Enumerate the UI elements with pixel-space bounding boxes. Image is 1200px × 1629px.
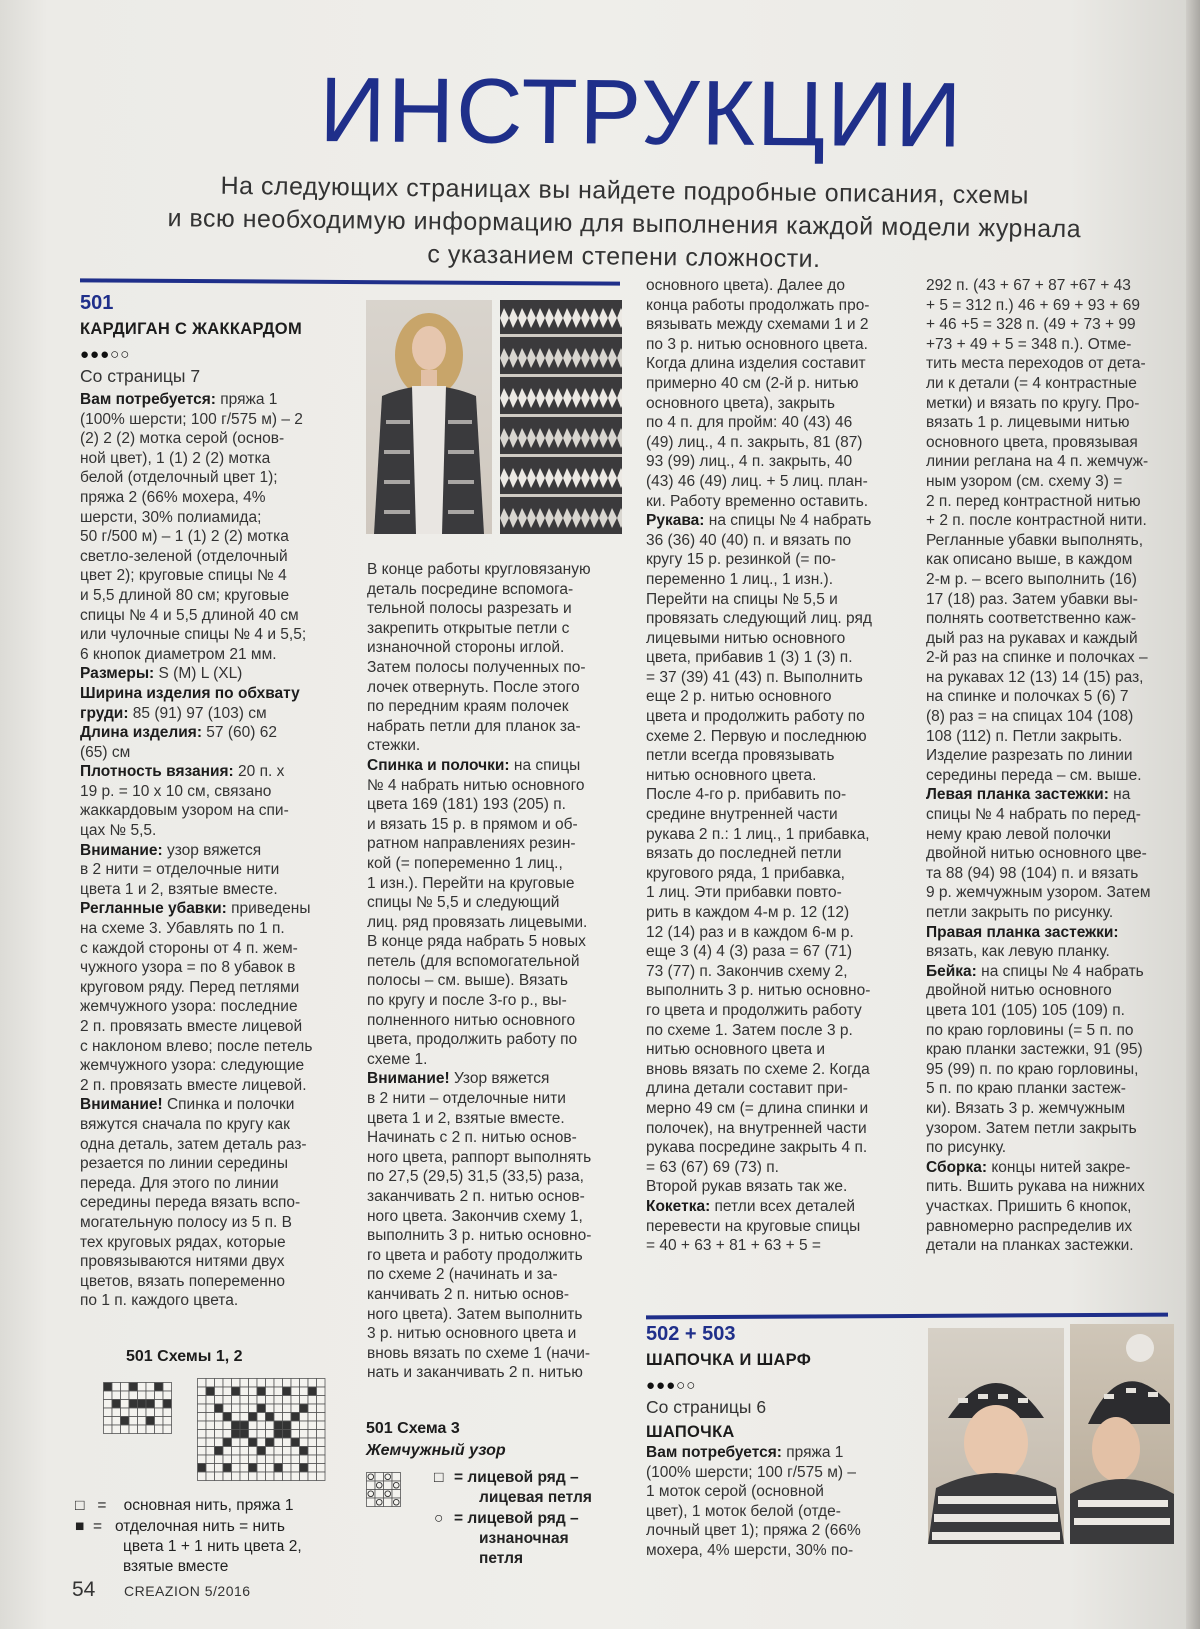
text-line: тех круговых рядах, которые	[80, 1233, 286, 1251]
text-line: 2 п. провязать вместе лицевой	[80, 1018, 303, 1035]
jacquard-closeup-photo	[500, 300, 622, 534]
text-line: основного цвета). Далее до	[646, 277, 845, 294]
legend-text: петля	[479, 1550, 524, 1567]
text-line: 95 (99) п. по краю горловины,	[926, 1060, 1139, 1078]
text-line: Внимание! Узор вяжется	[367, 1070, 550, 1088]
magazine-issue: CREAZION 5/2016	[124, 1583, 251, 1599]
text-line: цах № 5,5.	[80, 822, 157, 840]
difficulty-rating: ●●●○○	[80, 346, 131, 363]
text-line: двойной нитью основного цве-	[926, 845, 1147, 863]
text-line: ки. Работу временно оставить.	[646, 492, 869, 510]
legend-contrast-yarn: ■ = отделочная нить = нить цвета 1 + 1 нить цвета 2, взятые вместе	[75, 1518, 302, 1575]
text-line: ным узором (см. схему 3) =	[926, 472, 1123, 490]
text-line: основного цвета, провязывая	[926, 433, 1138, 451]
text-line: ратном направлениях резин-	[367, 835, 576, 853]
text-line: Спинка и полочки: на спицы	[367, 756, 581, 774]
text-line: После 4-го р. прибавить по-	[646, 786, 847, 804]
hat-model-photo-side	[1070, 1324, 1174, 1544]
text-line: Бейка: на спицы № 4 набрать	[926, 962, 1144, 980]
text-line: нитью основного цвета и	[646, 1041, 826, 1059]
text-line: вновь вязать по схеме 2. Когда	[646, 1060, 870, 1078]
text-line: полнять соответственно каж-	[926, 610, 1137, 628]
text-line: Затем полосы полученных по-	[367, 658, 586, 676]
text-line: цвет 2); круговые спицы № 4	[80, 567, 287, 585]
schema2-grid	[197, 1378, 332, 1482]
text-line: середины переда – см. выше.	[926, 766, 1142, 784]
text-line: ли к детали (= 4 контрастные	[926, 374, 1137, 392]
text-line: провязываются нитями двух	[80, 1253, 285, 1271]
text-line: в 2 нити – отделочные нити	[367, 1090, 566, 1108]
text-line: лицевыми нитью основного	[646, 629, 846, 647]
text-line: 73 (77) п. Закончив схему 2,	[646, 962, 848, 980]
text-line: нитью основного цвета.	[646, 766, 817, 784]
column-2	[367, 560, 629, 1383]
text-line: 1 моток серой (основной	[646, 1483, 824, 1501]
schema12-title: 501 Схемы 1, 2	[126, 1348, 243, 1365]
text-line: цвет), 1 моток белой (отде-	[646, 1502, 841, 1520]
text-line: Рукава: на спицы № 4 набрать	[646, 512, 872, 530]
text-line: +73 + 49 + 5 = 348 п.). Отме-	[926, 335, 1132, 353]
text-line: Кокетка: петли всех деталей	[646, 1197, 855, 1215]
text-line: Внимание: узор вяжется	[80, 841, 262, 859]
legend-text: взятые вместе	[123, 1558, 229, 1575]
text-line: кой (= попеременно 1 лиц.,	[367, 854, 563, 872]
text-line: 3 р. нитью основного цвета и	[367, 1325, 577, 1343]
text-line: цвета 1 и 2, взятые вместе.	[367, 1109, 565, 1127]
text-line: го цвета и продолжить работу	[646, 1001, 862, 1019]
legend-purl-stitch	[434, 1509, 579, 1569]
text-line: спицы № 4 набрать по перед-	[926, 806, 1141, 824]
text-line: лиц. ряд провязать лицевыми.	[367, 913, 588, 931]
text-line: полосы – см. выше). Вязать	[367, 972, 568, 990]
text-line: = 40 + 63 + 81 + 63 + 5 =	[646, 1237, 821, 1255]
intro-line: с указанием степени сложности.	[427, 240, 821, 274]
text-line: 93 (99) лиц., 4 п. закрыть, 40	[646, 453, 853, 471]
text-line: по кругу и после 3-го р., вы-	[367, 992, 567, 1010]
text-line: вязать до последней петли	[646, 845, 842, 863]
text-line: + 5 = 312 п.) 46 + 69 + 93 + 69	[926, 296, 1140, 314]
text-line: светло-зеленой (отделочный	[80, 547, 288, 565]
text-line: цвета, прибавив 1 (3) 1 (3) п.	[646, 649, 853, 667]
text-line: Размеры: S (M) L (XL)	[80, 665, 243, 683]
text-line: = 37 (39) 41 (43) п. Выполнить	[646, 668, 863, 686]
text-line: по рисунку.	[926, 1139, 1007, 1157]
text-line: Правая планка застежки:	[926, 923, 1119, 941]
text-line: двойной нитью основного	[926, 982, 1112, 1000]
text-line: петли всегда провязывать	[646, 747, 835, 765]
text-line: вязывать между схемами 1 и 2	[646, 316, 869, 334]
text-line: по 1 п. каждого цвета.	[80, 1292, 239, 1310]
empty-square-icon: □	[434, 1469, 444, 1486]
text-line: основного цвета), закрыть	[646, 394, 836, 412]
source-page: Со страницы 7	[80, 366, 201, 386]
text-line: пить. Вшить рукава на нижних	[926, 1178, 1145, 1196]
model-name: КАРДИГАН С ЖАККАРДОМ	[80, 320, 302, 338]
text-line: канчивать 2 п. нитью основ-	[367, 1285, 570, 1303]
text-line: по передним краям полочек	[367, 698, 569, 716]
text-line: груди: 85 (91) 97 (103) см	[80, 704, 267, 722]
text-line: изнаночной стороны иглой.	[367, 639, 565, 657]
text-line: выполнить 3 р. нитью основно-	[646, 982, 871, 1000]
text-line: перевести на круговые спицы	[646, 1217, 861, 1235]
text-line: круговом ряду. Перед петлями	[80, 978, 300, 996]
text-line: го цвета и работу продолжить	[367, 1246, 583, 1264]
text-line: 1 изн.). Перейти на круговые	[367, 874, 575, 892]
model2-name: ШАПОЧКА И ШАРФ	[646, 1351, 812, 1369]
text-line: по краю горловины (= 5 п. по	[926, 1021, 1134, 1039]
text-line: 50 г/500 м) – 1 (1) 2 (2) мотка	[80, 528, 289, 546]
text-line: по схеме 2 (начинать и за-	[367, 1266, 558, 1284]
intro-line: и всю необходимую информацию для выполнения каждой модели журнала	[167, 204, 1082, 244]
text-line: на рукавах 12 (13) 14 (15) раз,	[926, 668, 1144, 686]
schema3-subtitle: Жемчужный узор	[366, 1442, 506, 1459]
model2-source-page: Со страницы 6	[646, 1397, 767, 1417]
text-line: по 4 п. для пройм: 40 (43) 46	[646, 414, 853, 432]
text-line: переменно 1 лиц., 1 изн.).	[646, 570, 834, 588]
text-line: узором. Затем петли закрыть	[926, 1119, 1137, 1137]
text-line: + 46 +5 = 328 п. (49 + 73 + 99	[926, 316, 1136, 334]
text-line: могательную полосу из 5 п. В	[80, 1213, 292, 1231]
text-line: (43) 46 (49) лиц. + 5 лиц. план-	[646, 472, 868, 490]
schema3-title-line: 501 Схема 3	[366, 1420, 460, 1437]
text-line: равномерно распределив их	[926, 1217, 1133, 1235]
text-line: в 2 нити = отделочные нити	[80, 861, 280, 879]
text-line: пряжа 2 (66% мохера, 4%	[80, 488, 266, 506]
text-line: Сборка: концы нитей закре-	[926, 1158, 1131, 1176]
text-line: Левая планка застежки: на	[926, 786, 1131, 804]
text-line: ного цвета. Закончив схему 1,	[367, 1207, 583, 1225]
text-line: еще 3 (4) 4 (3) раза = 67 (71)	[646, 943, 853, 961]
text-line: 12 (14) раз и в каждом 6-м р.	[646, 923, 854, 941]
text-line: краю планки застежки, 91 (95)	[926, 1041, 1143, 1059]
text-line: рукава посредине закрыть 4 п.	[646, 1139, 868, 1157]
text-line: кругу 15 р. резинкой (= по-	[646, 551, 836, 569]
col4-body	[926, 276, 1188, 1256]
text-line: цвета, продолжить работу по	[367, 1031, 578, 1049]
legend-text: цвета 1 + 1 нить цвета 2,	[123, 1538, 302, 1555]
text-line: с наклоном влево; после петель	[80, 1037, 313, 1055]
text-line: линии реглана на 4 п. жемчуж-	[926, 453, 1149, 471]
model-number: 501	[80, 292, 114, 314]
text-line: рукава 2 п.: 1 лиц., 1 прибавка,	[646, 825, 870, 843]
text-line: Внимание! Спинка и полочки	[80, 1096, 295, 1114]
text-line: 1 лиц. Эти прибавки повто-	[646, 884, 842, 902]
text-line: или чулочные спицы № 4 и 5,5;	[80, 626, 307, 644]
text-line: (65) см	[80, 743, 131, 761]
text-line: схеме 2. Первую и последнюю	[646, 727, 867, 745]
page-number: 54	[72, 1578, 96, 1601]
text-line: (100% шерсти; 100 г/575 м) – 2	[80, 410, 303, 428]
legend-text: основная нить, пряжа 1	[123, 1497, 294, 1514]
hat-model-photo-front	[928, 1328, 1064, 1544]
column-1	[80, 290, 350, 1311]
text-line: петель (для вспомогательной	[367, 952, 580, 970]
text-line: детали на планках застежки.	[926, 1237, 1134, 1255]
text-line: участках. Пришить 6 кнопок,	[926, 1197, 1132, 1215]
text-line: белой (отделочный цвет 1);	[80, 469, 278, 487]
text-line: по 27,5 (29,5) 31,5 (33,5) раза,	[367, 1168, 584, 1186]
text-line: нему краю левой полочки	[926, 825, 1112, 843]
text-line: по схеме 1. Затем после 3 р.	[646, 1021, 853, 1039]
schema3-title	[366, 1418, 506, 1462]
legend-text: = лицевой ряд –	[454, 1469, 579, 1486]
column-3	[646, 276, 914, 1256]
text-line: 36 (36) 40 (40) п. и вязать по	[646, 531, 852, 549]
text-line: Вам потребуется: пряжа 1	[646, 1444, 844, 1461]
text-line: одна деталь, затем деталь раз-	[80, 1135, 307, 1153]
legend-text: лицевая петля	[479, 1489, 592, 1506]
intro-line: На следующих страницах вы найдете подробные описания, схемы	[220, 171, 1030, 210]
legend-main-yarn: □ = основная нить, пряжа 1	[75, 1497, 294, 1514]
text-line: + 2 п. после контрастной нити.	[926, 512, 1147, 530]
text-line: цвета и продолжить работу по	[646, 708, 865, 726]
text-line: вновь вязать по схеме 1 (начи-	[367, 1344, 591, 1362]
text-line: Перейти на спицы № 5,5 и	[646, 590, 838, 608]
text-line: Ширина изделия по обхвату	[80, 684, 300, 702]
text-line: тить места переходов от дета-	[926, 355, 1146, 373]
legend-text: изнаночная	[479, 1530, 569, 1547]
text-line: и 5,5 длиной 80 см; круговые	[80, 586, 290, 604]
text-line: схеме 1.	[367, 1050, 428, 1068]
text-line: Изделие разрезать по линии	[926, 747, 1133, 765]
text-line: Регланные убавки выполнять,	[926, 531, 1144, 549]
text-line: цвета 169 (181) 193 (205) п.	[367, 796, 566, 814]
text-line: 2-м р. – всего выполнить (16)	[926, 570, 1137, 588]
text-line: лочек отвернуть. После этого	[367, 678, 580, 696]
text-line: мерно 49 см (= длина спинки и	[646, 1099, 869, 1117]
text-line: закрепить открытые петли с	[367, 619, 570, 637]
text-line: полочек), на внутренней части	[646, 1119, 867, 1137]
text-line: Вам потребуется: пряжа 1	[80, 391, 278, 408]
text-line: метки) и вязать по кругу. Про-	[926, 394, 1140, 412]
text-line: (49) лиц., 4 п. закрыть, 81 (87)	[646, 433, 863, 451]
text-line: Плотность вязания: 20 п. х	[80, 763, 285, 781]
text-line: 108 (112) п. Петли закрыть.	[926, 727, 1123, 745]
text-line: спицы № 4 и 5,5 длиной 40 см	[80, 606, 299, 624]
text-line: цвета 1 и 2, взятые вместе.	[80, 880, 278, 898]
text-line: как описано выше, в каждом	[926, 551, 1133, 569]
text-line: стежки.	[367, 737, 421, 755]
schema3-grid	[366, 1472, 406, 1510]
col2-body	[367, 560, 629, 1383]
text-line: Начинать с 2 п. нитью основ-	[367, 1129, 577, 1147]
text-line: № 4 набрать нитью основного	[367, 776, 585, 794]
text-line: В конце работы кругловязаную	[367, 561, 591, 578]
text-line: 9 р. жемчужным узором. Затем	[926, 884, 1151, 902]
text-line: заканчивать 2 п. нитью основ-	[367, 1188, 585, 1205]
text-line: ной цвет), 1 (1) 2 (2) мотка	[80, 449, 271, 467]
col1-body	[80, 390, 350, 1311]
legend-text: = лицевой ряд –	[454, 1510, 579, 1527]
text-line: 17 (18) раз. Затем убавки вы-	[926, 590, 1138, 608]
text-line: средине внутренней части	[646, 806, 838, 824]
text-line: на спинке и полочках 5 (6) 7	[926, 688, 1129, 706]
text-line: вязать 1 р. лицевыми нитью	[926, 414, 1130, 432]
text-line: (2) 2 (2) мотка серой (основ-	[80, 430, 285, 448]
circle-icon: ○	[434, 1510, 444, 1527]
text-line: дый раз на рукавах и каждый	[926, 629, 1138, 647]
empty-square-icon: □	[75, 1497, 85, 1514]
model2-block	[646, 1321, 916, 1561]
section-rule-left	[80, 278, 620, 285]
text-line: чужного узора = по 8 убавок в	[80, 959, 296, 977]
text-line: Второй рукав вязать так же.	[646, 1178, 848, 1196]
text-line: тельной полосы разрезать и	[367, 600, 572, 618]
text-line: 2 п. перед контрастной нитью	[926, 492, 1141, 510]
model2-number: 502 + 503	[646, 1323, 736, 1345]
text-line: вязать, как левую планку.	[926, 943, 1110, 961]
text-line: мохера, 4% шерсти, 30% по-	[646, 1541, 854, 1559]
text-line: Длина изделия: 57 (60) 62	[80, 724, 277, 742]
text-line: 19 р. = 10 х 10 см, связано	[80, 782, 272, 800]
text-line: жаккардовым узором на спи-	[80, 802, 289, 820]
model2-subhead: ШАПОЧКА	[646, 1423, 735, 1441]
text-line: Регланные убавки: приведены	[80, 900, 311, 918]
text-line: 2-й раз на спинке и полочках –	[926, 649, 1148, 667]
text-line: еще 2 р. нитью основного	[646, 688, 832, 706]
text-line: лочный цвет 1); пряжа 2 (66%	[646, 1522, 861, 1540]
text-line: цвета 101 (105) 105 (109) п.	[926, 1001, 1125, 1019]
text-line: на схеме 3. Убавлять по 1 п.	[80, 920, 285, 938]
column-4	[926, 276, 1188, 1256]
text-line: жемчужного узора: последние	[80, 998, 298, 1016]
text-line: та 88 (94) 98 (104) п. и вязать	[926, 864, 1139, 882]
text-line: и вязать 15 р. в прямом и об-	[367, 815, 578, 833]
text-line: конца работы продолжать про-	[646, 296, 870, 314]
text-line: длина детали составит при-	[646, 1080, 848, 1098]
col3-body	[646, 276, 914, 1256]
text-line: (8) раз = на спицах 104 (108)	[926, 708, 1134, 726]
text-line: деталь посредине вспомога-	[367, 580, 574, 598]
text-line: по 3 р. нитью основного цвета.	[646, 335, 868, 353]
text-line: набрать петли для планок за-	[367, 717, 581, 735]
text-line: 6 кнопок диаметром 21 мм.	[80, 645, 277, 663]
legend-knit-stitch	[434, 1468, 592, 1508]
page-spine-shadow	[1186, 0, 1200, 1629]
text-line: резается по линии середины	[80, 1155, 288, 1173]
text-line: рить в каждом 4-м р. 12 (12)	[646, 904, 850, 921]
legend-text: отделочная нить = нить	[115, 1518, 285, 1535]
text-line: 5 п. по краю планки застеж-	[926, 1080, 1126, 1098]
section-rule-right	[646, 1313, 1168, 1320]
text-line: провязать следующий лиц. ряд	[646, 610, 872, 628]
text-line: выполнить 3 р. нитью основно-	[367, 1227, 592, 1245]
text-line: = 63 (67) 69 (73) п.	[646, 1158, 779, 1176]
text-line: Когда длина изделия составит	[646, 355, 866, 373]
text-line: переда. Для этого по линии	[80, 1174, 279, 1192]
text-line: ки). Вязать 3 р. жемчужным	[926, 1099, 1126, 1117]
text-line: кругового ряда, 1 прибавка,	[646, 864, 845, 882]
text-line: середины переда вязать вспо-	[80, 1194, 301, 1212]
text-line: цветов, вязать попеременно	[80, 1272, 286, 1290]
text-line: 292 п. (43 + 67 + 87 +67 + 43	[926, 277, 1131, 294]
text-line: В конце ряда набрать 5 новых	[367, 933, 586, 951]
text-line: примерно 40 см (2-й р. нитью	[646, 374, 859, 392]
text-line: полненного нитью основного	[367, 1011, 576, 1029]
intro-text	[79, 168, 1170, 280]
cardigan-model-photo	[366, 300, 492, 534]
text-line: петли закрыть по рисунку.	[926, 904, 1114, 921]
text-line: (100% шерсти; 100 г/575 м) –	[646, 1463, 856, 1481]
text-line: шерсти, 30% полиамида;	[80, 508, 262, 526]
filled-square-icon: ■	[75, 1518, 85, 1535]
text-line: ного цвета, раппорт выполнять	[367, 1148, 592, 1166]
text-line: с каждой стороны от 4 п. жем-	[80, 939, 298, 957]
text-line: спицы № 5,5 и следующий	[367, 894, 560, 912]
text-line: нать и заканчивать 2 п. нитью	[367, 1364, 583, 1382]
text-line: жемчужного узора: следующие	[80, 1057, 305, 1075]
page-title: ИНСТРУКЦИИ	[319, 58, 964, 167]
text-line: вяжутся сначала по кругу как	[80, 1115, 290, 1133]
text-line: ного цвета). Затем выполнить	[367, 1305, 583, 1323]
schema1-grid	[103, 1382, 175, 1436]
model2-body	[646, 1443, 916, 1561]
model2-difficulty-rating: ●●●○○	[646, 1377, 697, 1394]
text-line: 2 п. провязать вместе лицевой.	[80, 1076, 307, 1094]
